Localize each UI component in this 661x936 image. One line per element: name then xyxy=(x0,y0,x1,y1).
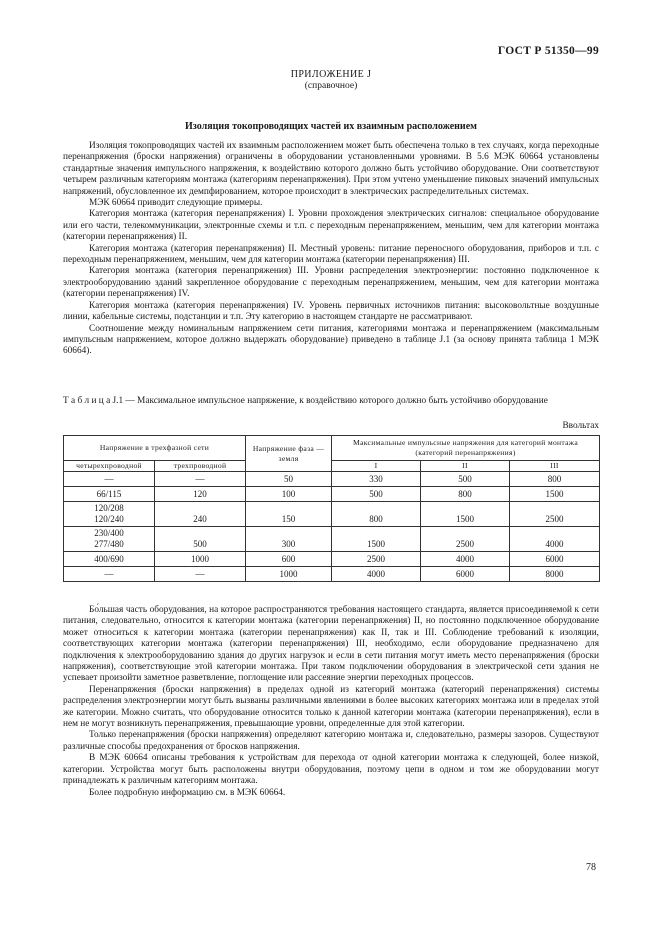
appendix-subtitle: (справочное) xyxy=(304,81,358,91)
paragraph: Категория монтажа (категория перенапряжения) I. Уровни прохождения электрических сигналов: специальное оборудование или его части, телекоммуникации, электронные схемы и т.п. с переходным перенапряжением, меньшим, чем для категории монтажа (категории перенапряжения) II. xyxy=(63,209,599,243)
cell-four-wire: — xyxy=(64,567,155,582)
table-row xyxy=(64,472,600,487)
cell-cat1: 2500 xyxy=(332,552,421,567)
header-phase-ground: Напряжение фаза — земля xyxy=(246,436,332,472)
cell-cat2: 500 xyxy=(421,472,510,487)
cell-cat2: 2500 xyxy=(421,527,510,552)
header-max-impulse: Максимальные импульсные напряжения для категорий монтажа (категорий перенапряжения) xyxy=(332,436,600,461)
cell-three-wire: — xyxy=(155,567,246,582)
cell-four-wire: 120/208 120/240 xyxy=(64,502,155,527)
cell-cat3: 2500 xyxy=(510,502,600,527)
cell-phase-ground: 100 xyxy=(246,487,332,502)
header-three-phase: Напряжение в трехфазной сети xyxy=(64,436,246,461)
table-row xyxy=(64,567,600,582)
paragraph: Только перенапряжения (броски напряжения) определяют категорию монтажа и, следовательно, размеры зазоров. Существуют различные способы предохранения от бросков напряжения. xyxy=(63,730,599,752)
header-cat2: II xyxy=(421,461,510,472)
document-id: ГОСТ Р 51350—99 xyxy=(497,45,599,57)
page-number: 78 xyxy=(586,862,596,873)
cell-phase-ground: 600 xyxy=(246,552,332,567)
cell-phase-ground: 1000 xyxy=(246,567,332,582)
cell-cat1: 1500 xyxy=(332,527,421,552)
table-row xyxy=(64,487,600,502)
cell-phase-ground: 300 xyxy=(246,527,332,552)
section-title: Изоляция токопроводящих частей их взаимным расположением xyxy=(185,121,477,132)
paragraph: Более подробную информацию см. в МЭК 60664. xyxy=(89,787,286,798)
voltage-table xyxy=(63,435,600,582)
cell-four-wire: 66/115 xyxy=(64,487,155,502)
paragraph: Бо́льшая часть оборудования, на которое распространяются требования настоящего стандарта, является присоединяемой к сети питания, следовательно, относится к категории монтажа (категории перенапряжения) II, но постоянно подключенное оборудование может относиться к категории монтажа (категории перенапряжения) как II, так и III. Соблюдение требований к изоляции, соответствующих категории монтажа (категории перенапряжения) III, необходимо, если оборудование предназначено для подключения к электрооборудованию здания до других нагрузок и если в сети питания могут иметь место перенапряжения (броски напряжения), соответствующие этой категории монтажа. При таком подключении оборудования в электрической сети здания не успевает произойти заметное разветвление, поглощение или рассеяние энергии переходных процессов. xyxy=(63,605,599,684)
cell-cat3: 4000 xyxy=(510,527,600,552)
cell-four-wire: 230/400 277/480 xyxy=(64,527,155,552)
table-row xyxy=(64,502,600,527)
cell-three-wire: 1000 xyxy=(155,552,246,567)
paragraph: Категория монтажа (категория перенапряжения) IV. Уровень первичных источников питания: высоковольтные воздушные линии, кабельные системы, подстанции и т.п. Эту категорию в настоящем стандарте не рассматривают. xyxy=(63,300,599,323)
paragraph: В МЭК 60664 описаны требования к устройствам для перехода от одной категории монтажа к следующей, более низкой, категории. Устройства могут быть расположены внутри оборудования, поэтому цепи в одном и том же оборудовании могут принадлежать к различным категориям монтажа. xyxy=(63,753,599,787)
cell-cat1: 4000 xyxy=(332,567,421,582)
table-row xyxy=(64,527,600,552)
paragraph: МЭК 60664 приводит следующие примеры. xyxy=(89,198,263,209)
header-four-wire: четырехпроводной xyxy=(64,461,155,472)
cell-cat2: 800 xyxy=(421,487,510,502)
cell-three-wire: — xyxy=(155,472,246,487)
paragraph: Соотношение между номинальным напряжением сети питания, категориями монтажа и перенапряжением (максимальным импульсным напряжением, которое должно выдержать оборудование) приведено в таблице J.1 (за основу принята таблица 1 МЭК 60664). xyxy=(63,323,599,357)
cell-cat2: 4000 xyxy=(421,552,510,567)
cell-cat1: 800 xyxy=(332,502,421,527)
cell-cat3: 800 xyxy=(510,472,600,487)
cell-phase-ground: 50 xyxy=(246,472,332,487)
closing-text xyxy=(63,605,599,799)
appendix-title: ПРИЛОЖЕНИЕ J xyxy=(290,69,372,80)
cell-cat1: 330 xyxy=(332,472,421,487)
cell-cat3: 6000 xyxy=(510,552,600,567)
cell-three-wire: 500 xyxy=(155,527,246,552)
table-units: Ввольтах xyxy=(562,421,599,431)
cell-four-wire: 400/690 xyxy=(64,552,155,567)
paragraph: Категория монтажа (категория перенапряжения) II. Местный уровень: питание переносного оборудования, приборов и т.п. с переходным перенапряжением, меньшим, чем для категории монтажа (категории перенапряжения) III. xyxy=(63,243,599,266)
paragraph: Перенапряжения (броски напряжения) в пределах одной из категорий монтажа (категорий перенапряжения) системы распределения электроэнергии могут быть вызваны различными явлениями в более высоких категориях монтажа или в пределах этой же категории. Можно считать, что оборудование относится только к данной категории монтажа (категории перенапряжения), если в нем не могут возникнуть перенапряжения, превышающие уровни, определенные для этой категории. xyxy=(63,684,599,730)
cell-four-wire: — xyxy=(64,472,155,487)
paragraph: Изоляция токопроводящих частей их взаимным расположением может быть обеспечена только в тех случаях, когда переходные перенапряжения (броски напряжения) ограничены в оборудовании установленными уровнями. В 5.6 МЭК 60664 установлены стандартные значения импульсного напряжения, к воздействию которого должно быть устойчиво оборудование. Они соответствуют четырем различным категориям монтажа (категориям перенапряжения). При этом учтено уменьшение пиковых значений импульсных напряжений, обусловленное их демпфированием, которое происходит в электрических распределительных системах. xyxy=(63,141,599,197)
cell-cat3: 8000 xyxy=(510,567,600,582)
cell-phase-ground: 150 xyxy=(246,502,332,527)
cell-cat1: 500 xyxy=(332,487,421,502)
header-cat1: I xyxy=(332,461,421,472)
cell-cat2: 6000 xyxy=(421,567,510,582)
cell-three-wire: 120 xyxy=(155,487,246,502)
intro-text xyxy=(63,141,599,358)
cell-three-wire: 240 xyxy=(155,502,246,527)
paragraph: Категория монтажа (категория перенапряжения) III. Уровни распределения электроэнергии: постоянно подключенное к электрооборудованию зданий закрепленное оборудование с переходным перенапряжением, меньшим, чем для категории монтажа (категории перенапряжения) IV. xyxy=(63,266,599,300)
header-three-wire: трехпроводной xyxy=(155,461,246,472)
cell-cat3: 1500 xyxy=(510,487,600,502)
table-row xyxy=(64,552,600,567)
table-caption: Т а б л и ц а J.1 — Максимальное импульсное напряжение, к воздействию которого должно быть устойчиво оборудование xyxy=(63,396,548,406)
header-cat3: III xyxy=(510,461,600,472)
cell-cat2: 1500 xyxy=(421,502,510,527)
